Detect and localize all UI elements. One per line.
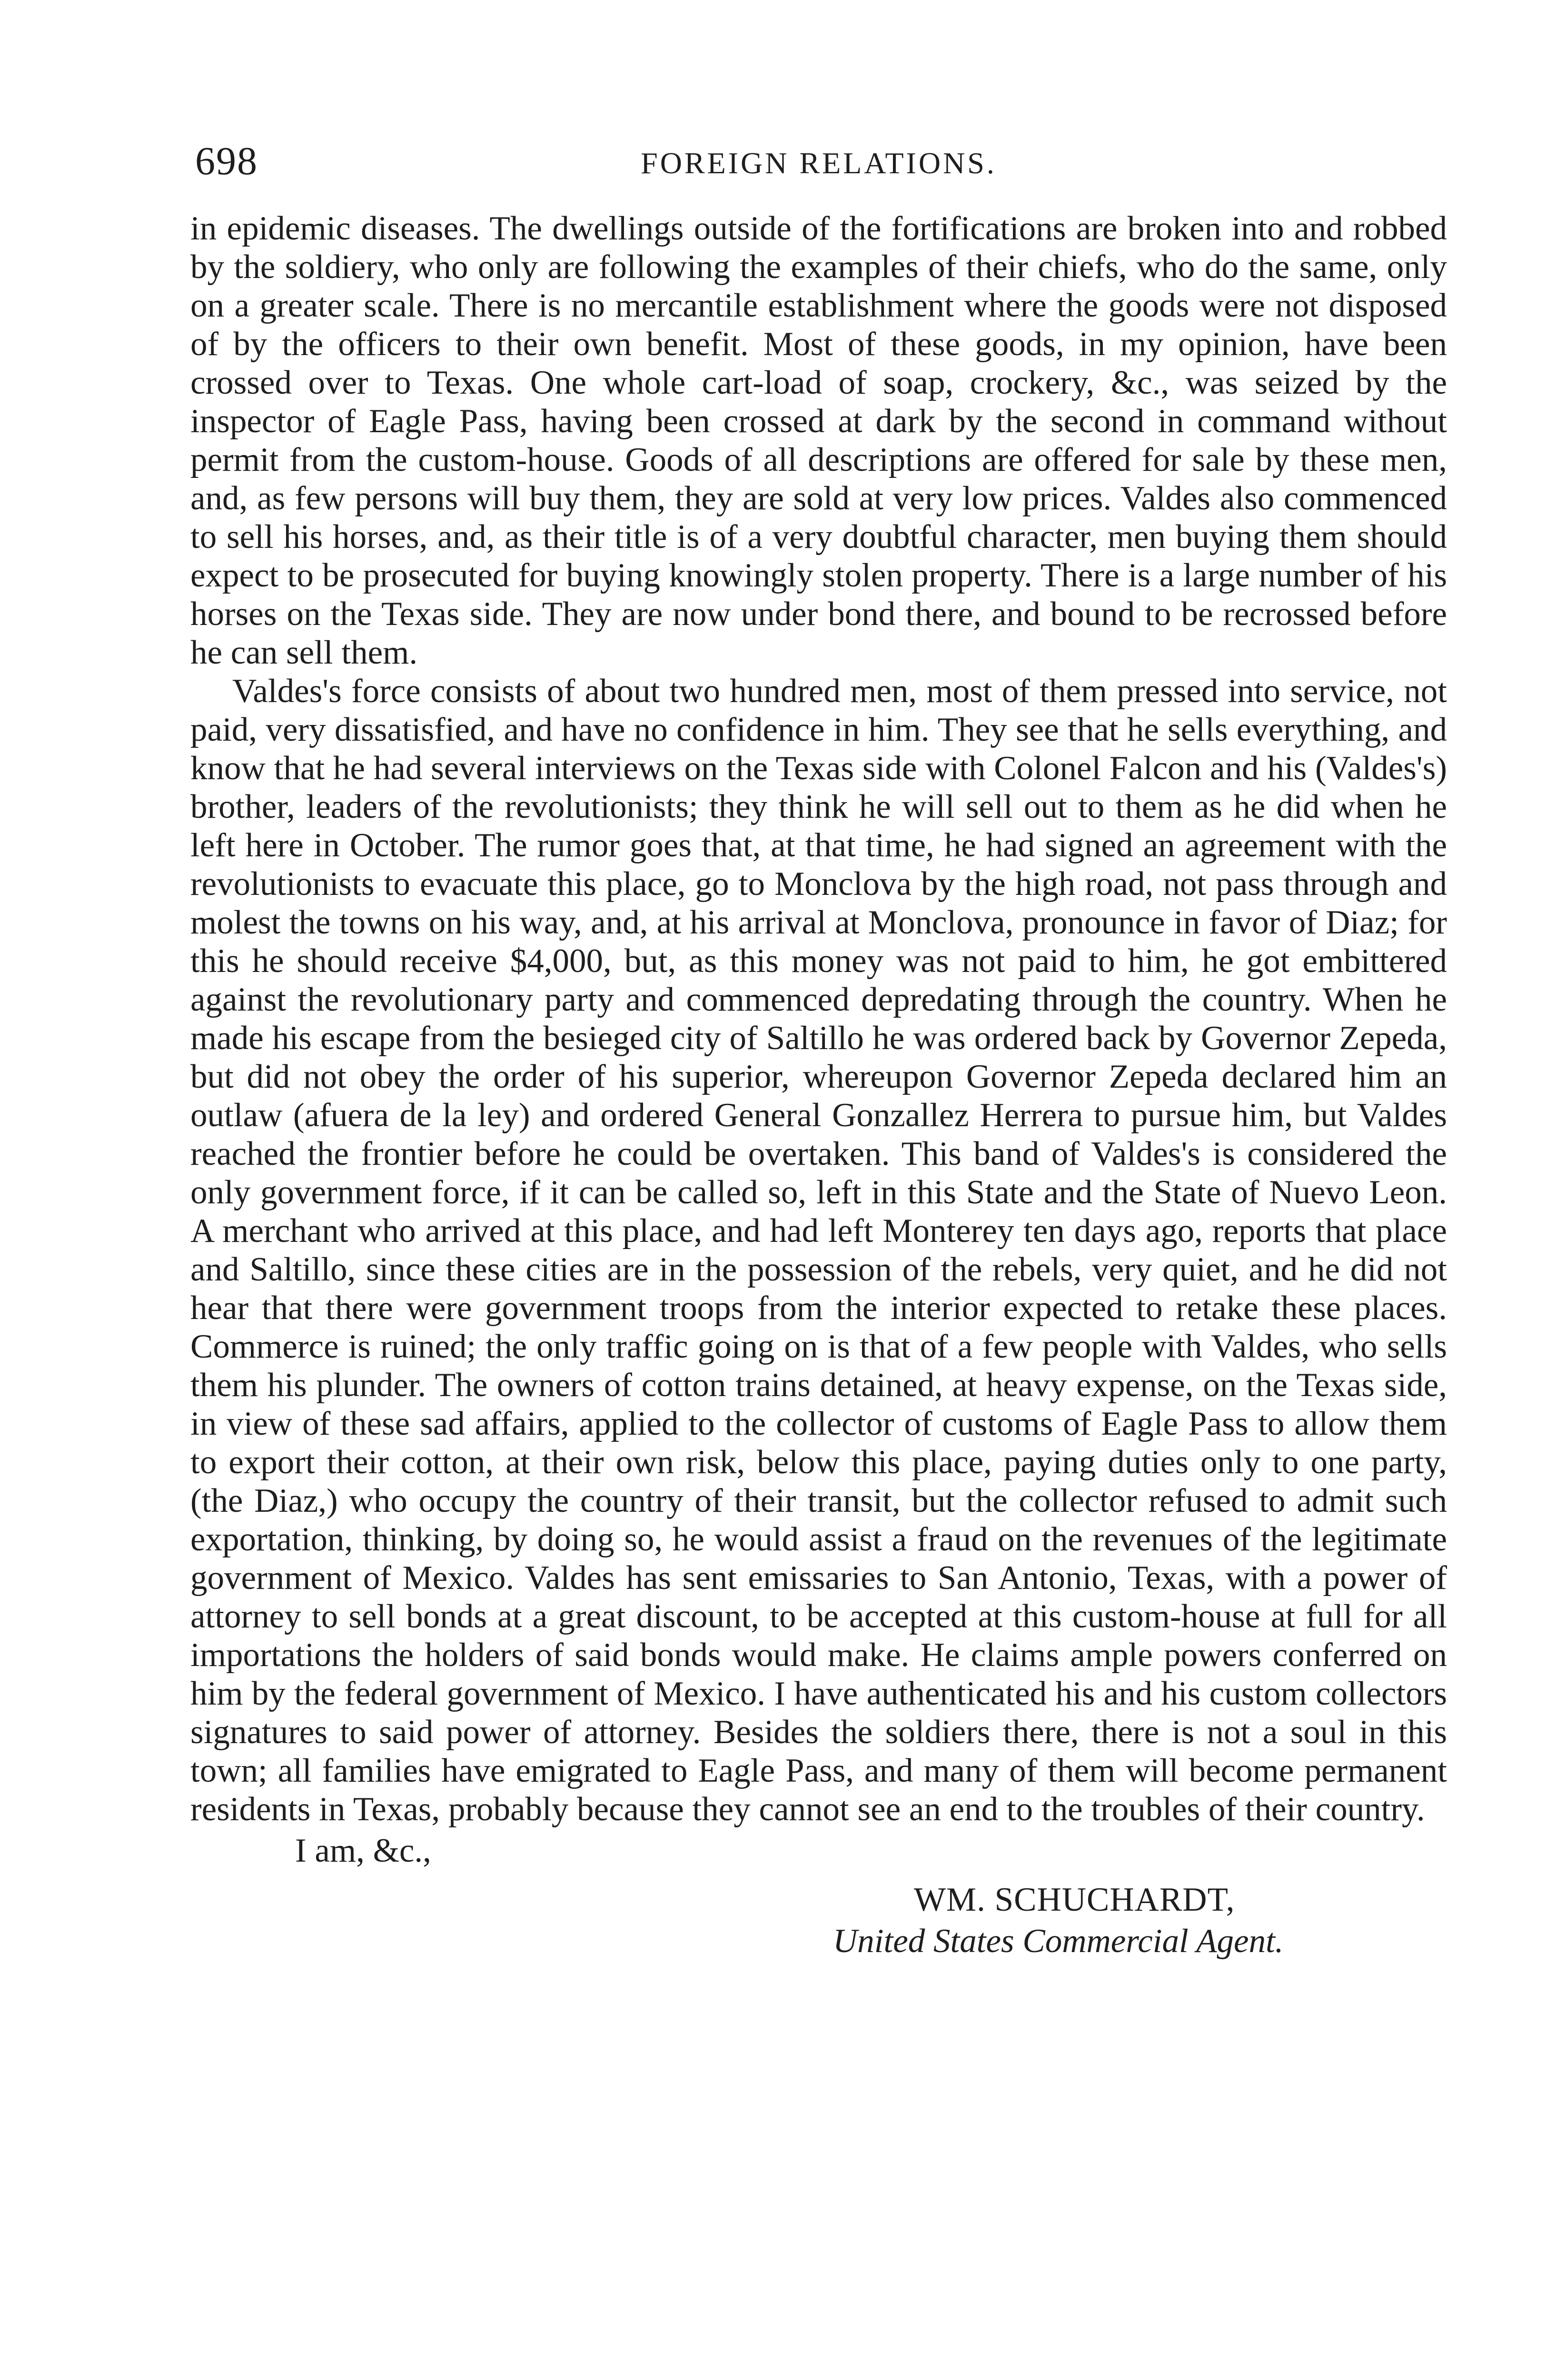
running-title: FOREIGN RELATIONS. <box>641 146 997 180</box>
running-head <box>190 138 1447 195</box>
document-page <box>190 138 1447 1961</box>
page-number: 698 <box>195 139 258 183</box>
signature-name: WM. SCHUCHARDT, <box>914 1881 1235 1918</box>
letter-closing: I am, &c., <box>295 1832 431 1869</box>
body-paragraph-continued: in epidemic diseases. The dwellings outside of the fortifications are broken into and robbed by the soldiery, who only are following the examples of their chiefs, who do the same, only on a greater scale. There is no mercantile establishment where the goods were not disposed of by the officers to their own benefit. Most of these goods, in my opinion, have been crossed over to Texas. One whole cart-load of soap, crockery, &c., was seized by the inspector of Eagle Pass, having been crossed at dark by the second in command without permit from the custom-house. Goods of all descriptions are offered for sale by these men, and, as few persons will buy them, they are sold at very low prices. Valdes also commenced to sell his horses, and, as their title is of a very doubtful character, men buying them should expect to be prosecuted for buying knowingly stolen property. There is a large number of his horses on the Texas side. They are now under bond there, and bound to be recrossed before he can sell them. <box>190 210 1447 671</box>
body-paragraph: Valdes's force consists of about two hundred men, most of them pressed into service, not paid, very dissatisfied, and have no confidence in him. They see that he sells everything, and know that he had several interviews on the Texas side with Colonel Falcon and his (Valdes's) brother, leaders of the revolutionists; they think he will sell out to them as he did when he left here in October. The rumor goes that, at that time, he had signed an agreement with the revolutionists to evacuate this place, go to Monclova by the high road, not pass through and molest the towns on his way, and, at his arrival at Monclova, pronounce in favor of Diaz; for this he should receive $4,000, but, as this money was not paid to him, he got embittered against the revolutionary party and commenced depredating through the country. When he made his escape from the besieged city of Saltillo he was ordered back by Governor Zepeda, but did not obey the order of his superior, whereupon Governor Zepeda declared him an outlaw (afuera de la ley) and ordered General Gonzallez Herrera to pursue him, but Valdes reached the frontier before he could be overtaken. This band of Valdes's is considered the only government force, if it can be called so, left in this State and the State of Nuevo Leon. A merchant who arrived at this place, and had left Monterey ten days ago, reports that place and Saltillo, since these cities are in the possession of the rebels, very quiet, and he did not hear that there were government troops from the interior expected to retake these places. Commerce is ruined; the only traffic going on is that of a few people with Valdes, who sells them his plunder. The owners of cotton trains detained, at heavy expense, on the Texas side, in view of these sad affairs, applied to the collector of customs of Eagle Pass to allow them to export their cotton, at their own risk, below this place, paying duties only to one party, (the Diaz,) who occupy the country of their transit, but the collector refused to admit such exportation, thinking, by doing so, he would assist a fraud on the revenues of the legitimate government of Mexico. Valdes has sent emissaries to San Antonio, Texas, with a power of attorney to sell bonds at a great discount, to be accepted at this custom-house at full for all importations the holders of said bonds would make. He claims ample powers conferred on him by the federal government of Mexico. I have authenticated his and his custom collectors signatures to said power of attorney. Besides the soldiers there, there is not a soul in this town; all families have emigrated to Eagle Pass, and many of them will become permanent residents in Texas, probably because they cannot see an end to the troubles of their country. <box>190 673 1447 1828</box>
signature-title: United States Commercial Agent. <box>833 1923 1284 1960</box>
